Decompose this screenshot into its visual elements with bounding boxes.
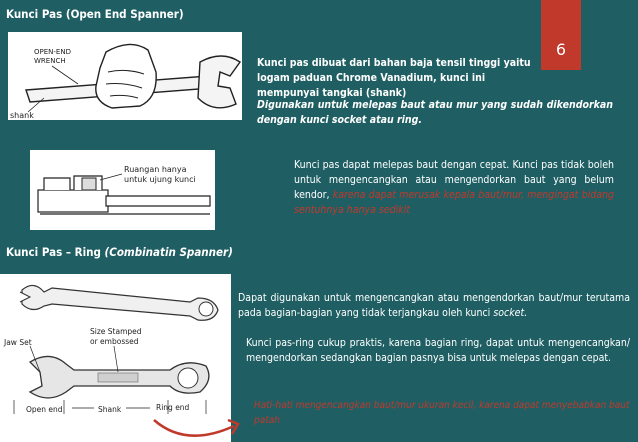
section2-title: [6, 245, 233, 259]
section2-paragraph-2-text: Kunci pas-ring cukup praktis, karena bagian ring, dapat untuk mengencangkan/ mengendorkan sedangkan bagian pasnya bisa untuk melepas dengan cepat.: [246, 337, 630, 364]
section1-paragraph-2: [257, 98, 613, 128]
section2-paragraph-2: [246, 336, 630, 366]
section1-paragraph-2-plain: Digunakan untuk melepas baut atau mur yang sudah dikendorkan dengan kunci: [257, 99, 613, 126]
figure3-label-jaw-set: Jaw Set: [4, 338, 32, 347]
page-number-badge: [541, 0, 581, 70]
section1-title: [6, 7, 184, 21]
figure3-label-embossed: or embossed: [90, 337, 139, 346]
section1-paragraph-1: [257, 56, 539, 101]
bolt-clearance-illustration: [30, 150, 215, 230]
section1-title-text: Kunci Pas (Open End Spanner): [6, 7, 184, 21]
figure1-label-shank: shank: [10, 111, 34, 120]
figure3-label-size-stamped: Size Stamped: [90, 327, 142, 336]
figure2-label-line2: untuk ujung kunci: [124, 175, 196, 184]
section2-paragraph-1: [238, 291, 630, 321]
section2-title-plain: Kunci Pas – Ring: [6, 245, 105, 259]
figure3-label-shank: Shank: [98, 405, 122, 414]
bolt-clearance-figure: [30, 150, 215, 230]
section2-title-italic: (Combinatin Spanner): [104, 245, 233, 259]
section1-paragraph-3: [294, 158, 614, 218]
figure3-label-open-end: Open end: [26, 405, 63, 414]
section1-paragraph-2-italic: socket atau ring.: [331, 114, 422, 126]
figure1-label-open-end: OPEN-END: [34, 48, 71, 56]
page-number: 6: [555, 40, 567, 59]
figure1-label-wrench: WRENCH: [34, 57, 66, 65]
curved-arrow-icon: [146, 414, 246, 442]
section2-paragraph-1-italic: socket.: [493, 307, 528, 319]
figure2-label-line1: Ruangan hanya: [124, 165, 187, 174]
section2-paragraph-3: [254, 398, 638, 428]
open-end-wrench-figure: [8, 32, 242, 120]
open-end-wrench-illustration: [8, 32, 242, 120]
section2-warning-text: Hati-hati mengencangkan baut/mur ukuran kecil, karena dapat menyebabkan baut patah: [254, 400, 630, 426]
section1-paragraph-1-text: Kunci pas dibuat dari bahan baja tensil tinggi yaitu logam paduan Chrome Vanadium, kunci ini mempunyai tangkai (shank): [257, 57, 531, 99]
section1-paragraph-3-plain: Kunci pas dapat melepas baut dengan cepat. Kunci pas tidak boleh untuk mengencangkan atau mengendorkan baut yang belum kendor,: [294, 159, 614, 201]
section2-paragraph-1-plain: Dapat digunakan untuk mengencangkan atau mengendorkan baut/mur terutama pada bagian-bagian yang tidak terjangkau oleh kunci: [238, 292, 630, 319]
section1-paragraph-3-red: karena dapat merusak kepala baut/mur, mengingat bidang sentuhnya hanya sedikit: [294, 189, 615, 216]
figure3-label-ring-end: Ring end: [156, 403, 190, 412]
